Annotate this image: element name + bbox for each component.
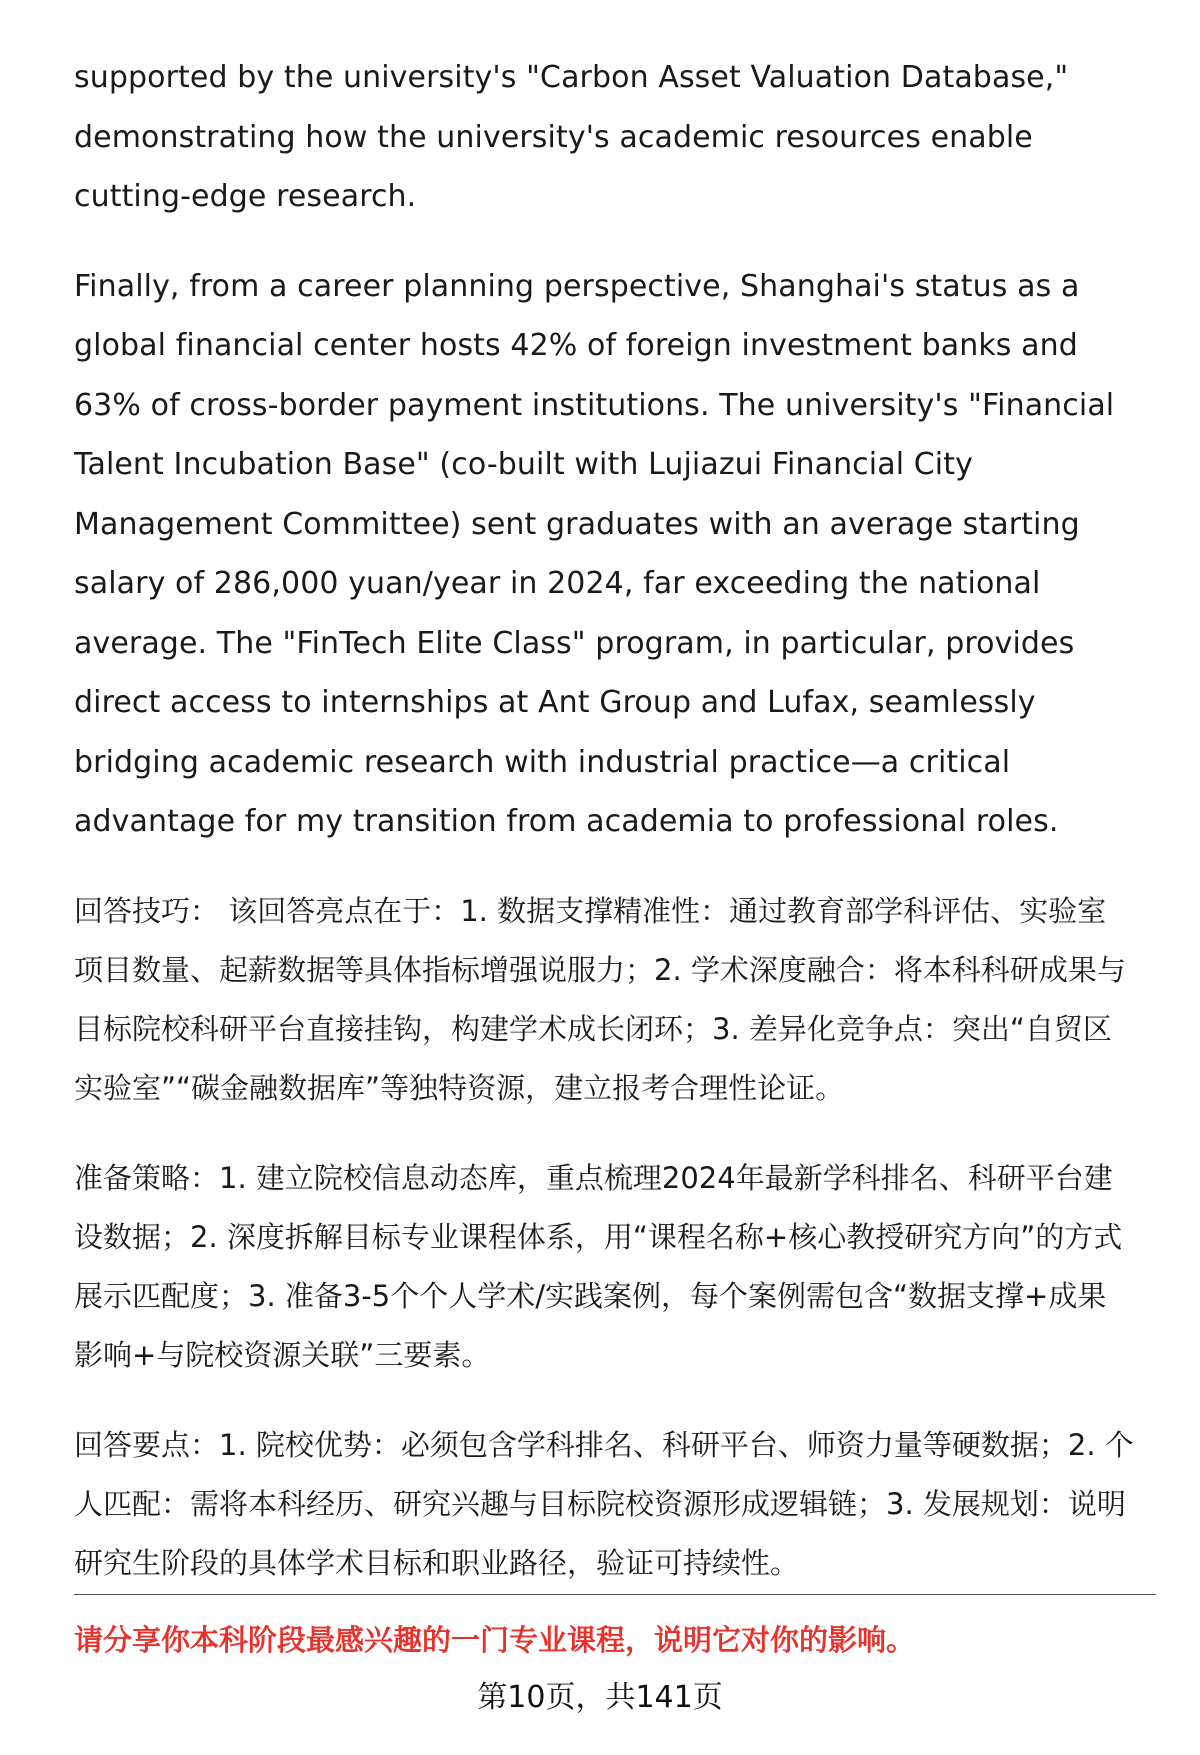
page-indicator: 第10页，共141页 — [477, 1680, 723, 1715]
preparation-strategy-paragraph: 准备策略：1. 建立院校信息动态库，重点梳理2024年最新学科排名、科研平台建设数据；2. 深度拆解目标专业课程体系，用“课程名称+核心教授研究方向”的方式展示匹配度；3. 准备3-5个个人学术/实践案例，每个案例需包含“数据支撑+成果影响+与院校资源关联”三要素。 — [74, 1160, 1123, 1372]
answer-paragraph-continued: supported by the university's "Carbon Asset Valuation Database," demonstrating how the university's academic resources enable cutting-edge research. — [74, 60, 1069, 214]
answer-tips-paragraph: 回答技巧： 该回答亮点在于：1. 数据支撑精准性：通过教育部学科评估、实验室项目数量、起薪数据等具体指标增强说服力；2. 学术深度融合：将本科科研成果与目标院校科研平台直接挂钩，构建学术成长闭环；3. 差异化竞争点：突出“自贸区实验室”“碳金融数据库”等独特资源，建立报考合理性论证。 — [74, 893, 1126, 1105]
section-divider — [74, 1594, 1156, 1595]
answer-paragraph-career: Finally, from a career planning perspective, Shanghai's status as a global financial center hosts 42% of foreign investment banks and 63% of cross-border payment institutions. The university's "Financial Talent Incubation Base" (co-built with Lujiazui Financial City Management Committee) sent graduates with an average starting salary of 286,000 yuan/year in 2024, far exceeding the national average. The "FinTech Elite Class" program, in particular, provides direct access to internships at Ant Group and Lufax, seamlessly bridging academic research with industrial practice—a critical advantage for my transition from academia to professional roles. — [74, 268, 1115, 839]
document-body — [74, 48, 1134, 1624]
key-points-paragraph: 回答要点：1. 院校优势：必须包含学科排名、科研平台、师资力量等硬数据；2. 个人匹配：需将本科经历、研究兴趣与目标院校资源形成逻辑链；3. 发展规划：说明研究生阶段的具体学术目标和职业路径，验证可持续性。 — [74, 1427, 1134, 1580]
next-question-heading: 请分享你本科阶段最感兴趣的一门专业课程，说明它对你的影响。 — [74, 1623, 916, 1657]
